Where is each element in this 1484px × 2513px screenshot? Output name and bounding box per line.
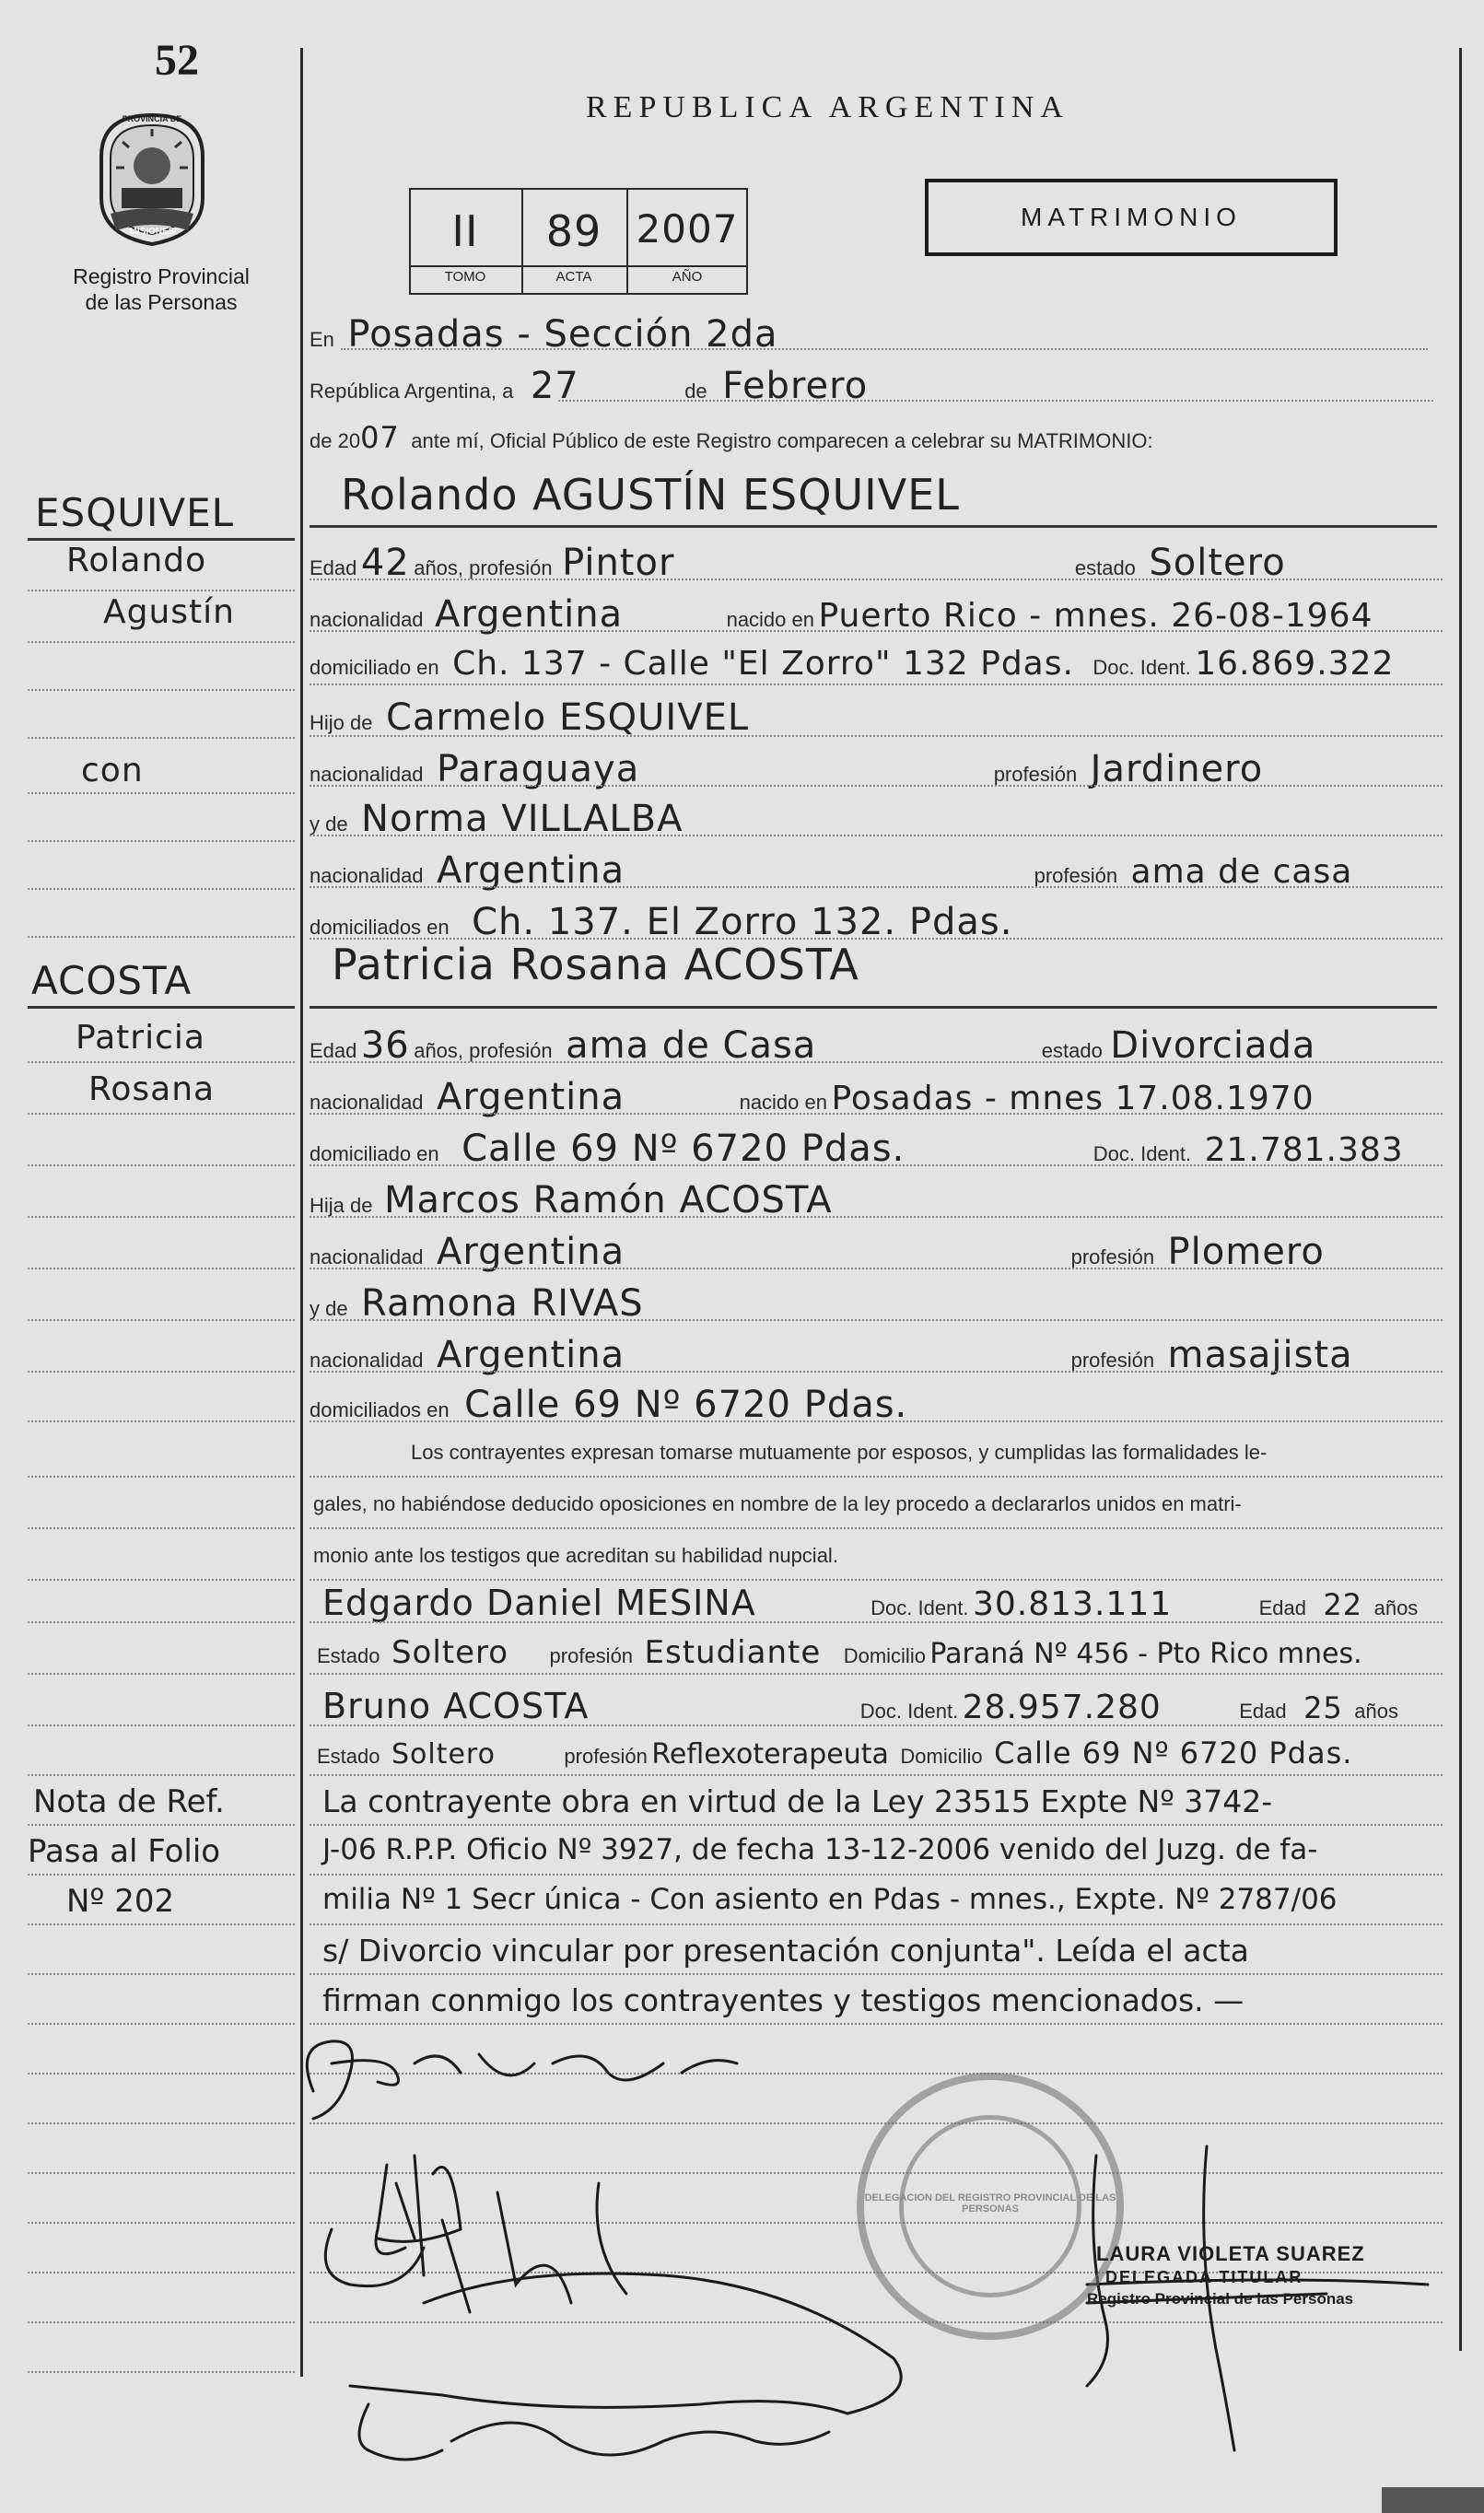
groom-father-nationality-line: nacionalidad Paraguaya profesión Jardinero — [310, 748, 1264, 790]
margin-bride-given-1: Patricia — [76, 1019, 205, 1057]
margin-bride-surname: ACOSTA — [31, 958, 193, 1003]
groom-age-line: Edad 42 años, profesión Pintor estado Soltero — [310, 542, 1286, 584]
note-line-3: milia Nº 1 Secr única - Con asiento en Pdas - mnes., Expte. Nº 2787/06 — [322, 1883, 1338, 1916]
witness-2-details-line: Estado Soltero profesión Reflexoterapeuta Domicilio Calle 69 Nº 6720 Pdas. — [317, 1736, 1353, 1771]
margin-note-3: Nº 202 — [66, 1883, 175, 1920]
official-name: LAURA VIOLETA SUAREZ — [1096, 2242, 1365, 2265]
bride-address-line: domiciliado en Calle 69 Nº 6720 Pdas. Doc. Ident. 21.781.383 — [310, 1128, 1404, 1170]
margin-groom-given-1: Rolando — [66, 542, 207, 579]
groom-address-line: domiciliado en Ch. 137 - Calle "El Zorro" 132 Pdas. Doc. Ident. 16.869.322 — [310, 645, 1395, 683]
bride-birth-line: nacionalidad Argentina nacido en Posadas - mnes 17.08.1970 — [310, 1076, 1315, 1118]
official-role: DELEGADA TITULAR — [1105, 2268, 1303, 2286]
bride-mother-line: y de Ramona RIVAS — [310, 1282, 644, 1325]
witness-1-signature — [325, 2183, 626, 2312]
bride-age-line: Edad 36 años, profesión ama de Casa estado Divorciada — [310, 1024, 1316, 1067]
bride-parents-address-line: domiciliados en Calle 69 Nº 6720 Pdas. — [310, 1384, 908, 1426]
anio-value: 2007 — [636, 206, 739, 251]
page-number: 52 — [155, 36, 199, 85]
declaration-line-3: monio ante los testigos que acreditan su habilidad nupcial. — [313, 1544, 838, 1567]
tomo-label: TOMO — [444, 269, 486, 285]
signatures-area — [276, 2008, 1474, 2506]
margin-note-1: Nota de Ref. — [33, 1783, 225, 1820]
tomo-value: II — [451, 206, 479, 256]
groom-father-line: Hijo de Carmelo ESQUIVEL — [310, 696, 750, 739]
act-type-box: MATRIMONIO — [925, 179, 1338, 256]
note-line-5: firman conmigo los contrayentes y testigos mencionados. — — [322, 1982, 1244, 2018]
date-line: República Argentina, a 27 de Febrero — [310, 365, 869, 407]
anio-label: AÑO — [672, 269, 703, 285]
margin-connector: con — [81, 752, 144, 789]
province-seal-logo: PROVINCIA DE MISIONES — [92, 111, 212, 249]
declaration-line-2: gales, no habiéndose deducido oposiciones en nombre de la ley procedo a declararlos unidos en matri- — [313, 1492, 1242, 1515]
groom-parents-address-line: domiciliados en Ch. 137. El Zorro 132. Pdas. — [310, 901, 1013, 943]
groom-mother-line: y de Norma VILLALBA — [310, 798, 684, 840]
margin-groom-given-2: Agustín — [103, 593, 235, 631]
registry-seal-stamp: DELEGACION DEL REGISTRO PROVINCIAL DE LAS PERSONAS — [857, 2073, 1124, 2340]
bride-mother-nationality-line: nacionalidad Argentina profesión masajista — [310, 1334, 1353, 1376]
margin-bride-given-2: Rosana — [88, 1070, 216, 1108]
groom-birth-line: nacionalidad Argentina nacido en Puerto Rico - mnes. 26-08-1964 — [310, 593, 1373, 636]
bride-father-nationality-line: nacionalidad Argentina profesión Plomero — [310, 1231, 1325, 1273]
witness-1-name-line: Edgardo Daniel MESINA Doc. Ident. 30.813.111 Edad 22 años — [322, 1583, 1419, 1623]
witness-2-name-line: Bruno ACOSTA Doc. Ident. 28.957.280 Edad 25 años — [322, 1686, 1398, 1726]
scan-edge — [1382, 2487, 1484, 2513]
groom-mother-nationality-line: nacionalidad Argentina profesión ama de casa — [310, 849, 1353, 892]
groom-signature — [307, 2041, 737, 2119]
appearance-line: de 2007 ante mí, Oficial Público de este Registro comparecen a celebrar su MATRIMONIO: — [310, 420, 1153, 455]
groom-full-name: Rolando AGUSTÍN ESQUIVEL — [341, 470, 960, 520]
acta-label: ACTA — [555, 269, 592, 285]
registry-name: Registro Provincial de las Personas — [73, 264, 250, 314]
declaration-line-1: Los contrayentes expresan tomarse mutuamente por esposos, y cumplidas las formalidades le- — [411, 1441, 1268, 1464]
note-line-1: La contrayente obra en virtud de la Ley 23515 Expte Nº 3742- — [322, 1783, 1273, 1819]
note-line-4: s/ Divorcio vincular por presentación conjunta". Leída el acta — [322, 1933, 1249, 1969]
note-line-2: J-06 R.P.P. Oficio Nº 3927, de fecha 13-12-2006 venido del Juzg. de fa- — [322, 1833, 1318, 1866]
official-office: Registro Provincial de las Personas — [1087, 2290, 1354, 2308]
country-title: REPUBLICA ARGENTINA — [586, 90, 1069, 124]
right-border-line — [1459, 48, 1462, 2351]
margin-note-2: Pasa al Folio — [28, 1833, 221, 1870]
bride-full-name: Patricia Rosana ACOSTA — [332, 940, 859, 989]
acta-value: 89 — [545, 206, 602, 256]
margin-groom-surname: ESQUIVEL — [35, 490, 235, 535]
place-line: En Posadas - Sección 2da — [310, 313, 778, 356]
bride-father-line: Hija de Marcos Ramón ACOSTA — [310, 1179, 833, 1221]
witness-1-details-line: Estado Soltero profesión Estudiante Domicilio Paraná Nº 456 - Pto Rico mnes. — [317, 1634, 1362, 1671]
